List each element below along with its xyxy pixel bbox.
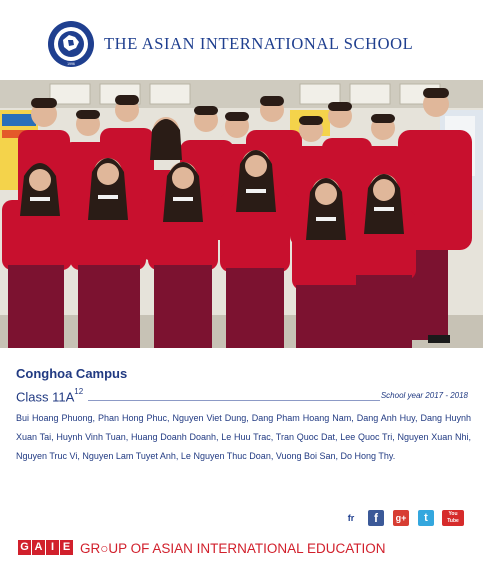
- campus-name: Conghoa Campus: [16, 366, 128, 381]
- twitter-icon-label: t: [424, 512, 428, 524]
- gaie-letter-i: I: [46, 540, 59, 555]
- twitter-icon[interactable]: [418, 510, 434, 526]
- class-photo-illustration: [0, 80, 483, 348]
- class-photo: [0, 80, 483, 348]
- facebook-icon-label: f: [374, 511, 378, 525]
- divider-line: [88, 400, 380, 401]
- gaie-letter-g: G: [18, 540, 31, 555]
- google-plus-icon[interactable]: [393, 510, 409, 526]
- facebook-icon[interactable]: [368, 510, 384, 526]
- class-name-sup: 12: [74, 387, 84, 396]
- fr-icon-label: fr: [347, 513, 355, 523]
- school-title: THE ASIAN INTERNATIONAL SCHOOL: [104, 34, 414, 53]
- gaie-letter-a: A: [32, 540, 45, 555]
- logo-year: 1996: [67, 62, 75, 66]
- class-row: [16, 386, 468, 406]
- youtube-icon-label: You Tube: [447, 511, 459, 524]
- student-names: Bui Hoang Phuong, Phan Hong Phuc, Nguyen Viet Dung, Dang Pham Hoang Nam, Dang Anh Huy, Dang Huynh Xuan Tai, Huynh Vinh Tuan, Huang Doanh Doanh, Le Huu Trac, Tran Quoc Dat, Lee Quoc Tri, Nguyen Xuan Nhi, Nguyen Truc Vi, Nguyen Lam Tuyet Anh, Le Nguyen Thuc Doan, Vuong Boi San, Do Hong Thy.: [16, 413, 471, 461]
- class-name-text: Class 11A: [16, 389, 75, 405]
- footer: [18, 539, 466, 559]
- youtube-icon[interactable]: [442, 510, 464, 526]
- school-logo: [47, 20, 95, 68]
- school-year: School year 2017 - 2018: [380, 391, 468, 400]
- group-name: GR○UP OF ASIAN INTERNATIONAL EDUCATION: [80, 541, 386, 556]
- social-icons: [0, 510, 483, 526]
- google-plus-icon-label: g+: [395, 513, 407, 523]
- class-name: [16, 389, 83, 404]
- header: [0, 0, 483, 78]
- gaie-letter-e: E: [60, 540, 73, 555]
- fr-icon[interactable]: [343, 510, 359, 526]
